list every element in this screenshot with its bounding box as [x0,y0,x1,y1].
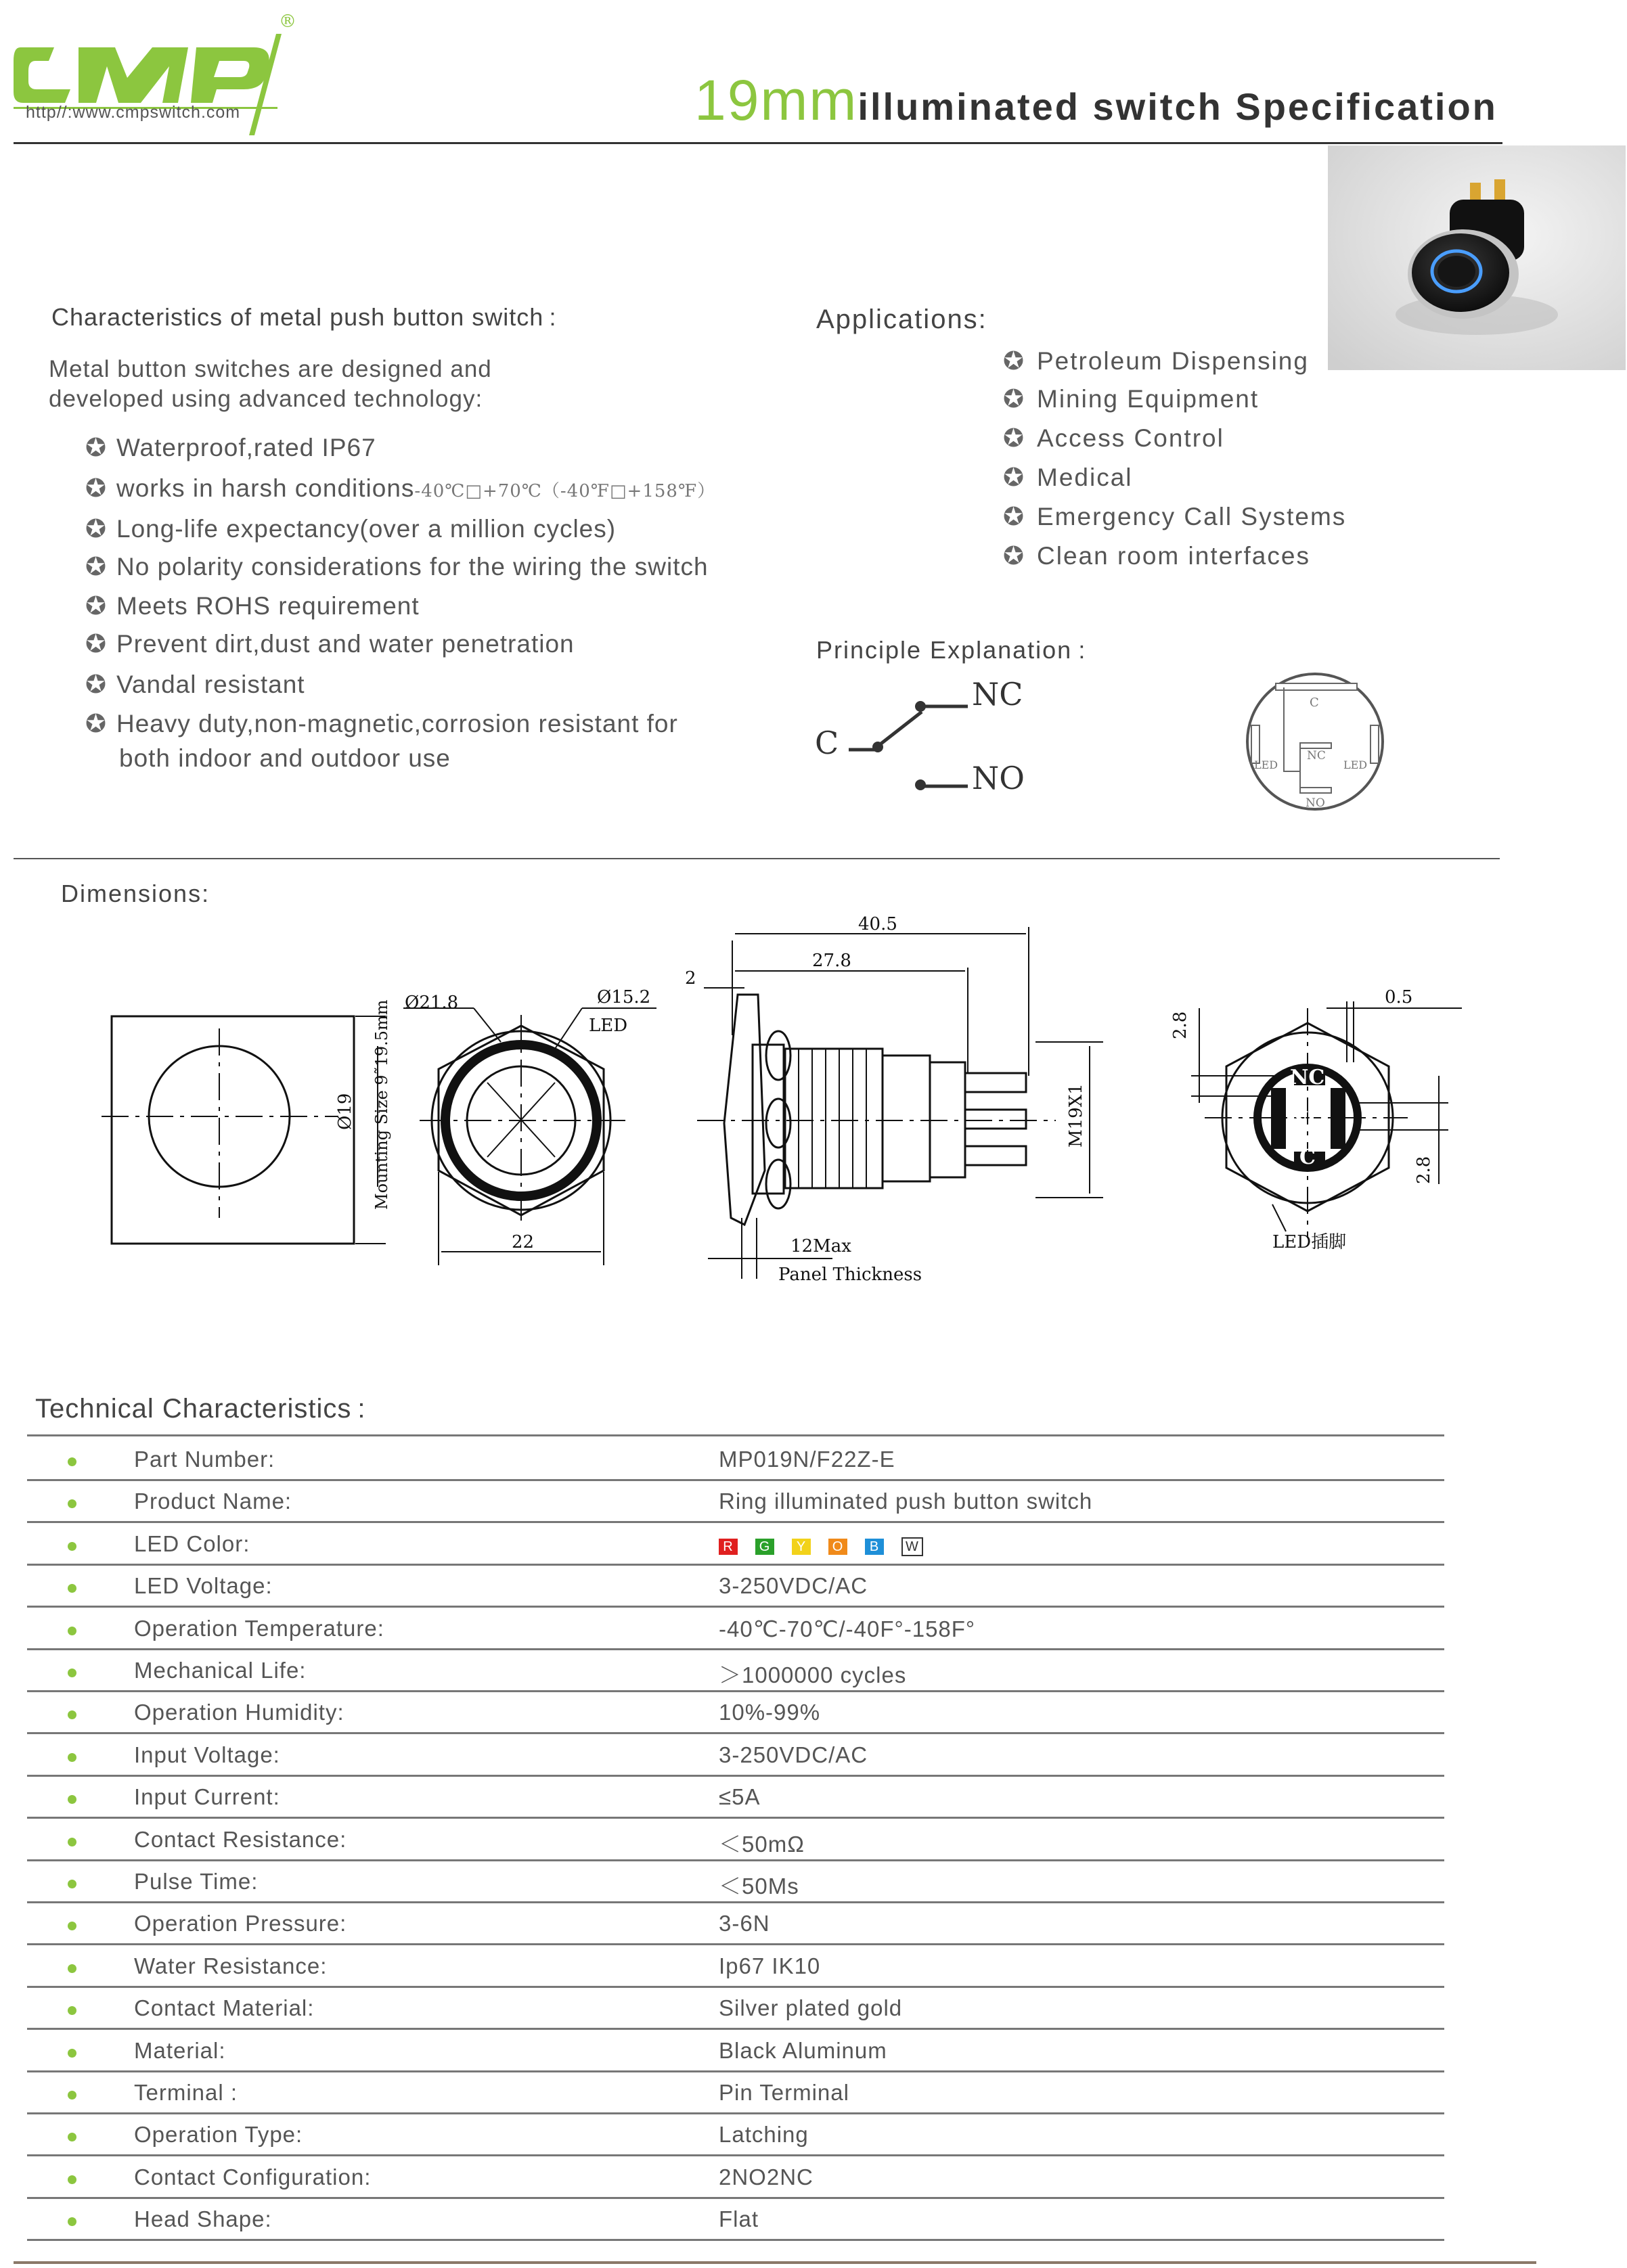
bullet-dot-icon [68,1795,76,1804]
dim-thread-m19: M19X1 [1066,1083,1086,1148]
registered-mark: ® [279,12,296,32]
star-circle-icon: ✪ [85,474,108,502]
star-circle-icon: ✪ [85,710,108,738]
feature-item: ✪ Vandal resistant [85,671,305,698]
table-row [27,2197,1444,2241]
table-row [27,1437,1444,1481]
pin-led-right-label: LED [1343,758,1368,771]
row-value: Ip67 IK10 [719,1953,821,1978]
table-row [27,1859,1444,1903]
tech-table-top-rule [27,1434,1444,1436]
header-divider [14,142,1502,144]
dim-length-405: 40.5 [858,914,897,934]
row-value: 3-250VDC/AC [719,1573,868,1599]
row-label: Operation Humidity: [134,1700,344,1725]
feature-item: ✪ No polarity considerations for the wiring the switch [85,553,709,581]
row-label: Mechanical Life: [134,1658,307,1683]
application-item: ✪ Emergency Call Systems [1003,503,1347,530]
row-label: Operation Pressure: [134,1911,347,1936]
led-color-chips [719,1533,941,1558]
dim-r05: 0.5 [1385,987,1413,1007]
schematic-nc-label: NC [972,676,1023,712]
star-circle-icon: ✪ [85,630,108,658]
feature-item: ✪ Waterproof,rated IP67 [85,434,376,461]
star-circle-icon: ✪ [1003,424,1026,452]
dim-r28-bottom: 2.8 [1414,1156,1434,1184]
row-label: Part Number: [134,1447,275,1472]
dim-d218: Ø21.8 [405,993,459,1013]
pin-led-left-label: LED [1254,758,1278,771]
star-circle-icon: ✪ [85,592,108,620]
dim-d19: Ø19 [335,1093,355,1130]
feature-item: ✪ works in harsh conditions-40℃□+70℃（-40℉□+158℉） [85,474,716,502]
row-value: ＞1000000 cycles [719,1662,907,1687]
row-value: Flat [719,2206,759,2232]
bullet-dot-icon [68,1627,76,1635]
led-color-chip: G [755,1539,774,1555]
star-circle-icon: ✪ [1003,463,1026,491]
row-label: Input Voltage: [134,1742,280,1767]
row-value: -40℃-70℃/-40F°-158F° [719,1616,976,1641]
row-value: Silver plated gold [719,1995,903,2021]
table-row [27,1817,1444,1861]
star-circle-icon: ✪ [85,553,108,581]
feature-item: ✪ Long-life expectancy(over a million cycles) [85,515,617,543]
dim-length-278: 27.8 [812,951,851,971]
dim-12max: 12Max [790,1236,851,1256]
star-circle-icon: ✪ [1003,347,1026,375]
row-label: Product Name: [134,1489,292,1514]
row-value: Latching [719,2122,809,2148]
led-color-chip: O [828,1539,847,1555]
row-label: Terminal : [134,2080,238,2105]
rear-nc-label: NC [1290,1066,1325,1089]
feature-item: ✪ Prevent dirt,dust and water penetration [85,630,575,658]
applications-heading: Applications: [816,304,987,334]
star-circle-icon: ✪ [1003,503,1026,530]
led-color-chip: R [719,1539,738,1555]
row-label: Input Current: [134,1784,280,1810]
characteristics-heading: Characteristics of metal push button switch : [51,303,557,331]
row-label: Operation Type: [134,2122,303,2148]
star-circle-icon: ✪ [85,515,108,543]
dim-d152: Ø15.2 [597,987,651,1007]
row-label: Water Resistance: [134,1953,328,1978]
row-value: 3-6N [719,1911,770,1936]
dim-led-pin: LED插脚 [1272,1232,1347,1252]
led-color-chip: W [901,1537,923,1556]
website-url: http//:www.cmpswitch.com [26,103,241,122]
feature-item: ✪ Heavy duty,non-magnetic,corrosion resistant for [85,710,678,738]
table-row [27,1479,1444,1523]
row-value: ＜50Ms [719,1874,799,1899]
table-row [27,2070,1444,2114]
switch-schematic [805,670,1103,812]
bullet-dot-icon [68,1457,76,1466]
rear-c-label: C [1299,1146,1316,1169]
dim-led: LED [589,1016,628,1036]
tech-heading: Technical Characteristics : [35,1394,366,1424]
row-label: LED Color: [134,1530,250,1556]
table-row [27,1901,1444,1945]
row-label: Pulse Time: [134,1869,259,1894]
table-row [27,2155,1444,2199]
bullet-dot-icon [68,1669,76,1677]
row-value: ＜50mΩ [719,1831,805,1857]
bullet-dot-icon [68,1542,76,1551]
table-row [27,1775,1444,1819]
table-row [27,1690,1444,1734]
intro-paragraph [49,355,492,414]
pin-nc-label: NC [1307,749,1326,763]
section-divider [14,858,1500,859]
table-row [27,2028,1444,2072]
bullet-dot-icon [68,2217,76,2226]
application-item: ✪ Mining Equipment [1003,385,1260,413]
row-value: Black Aluminum [719,2037,887,2063]
star-circle-icon: ✪ [1003,385,1026,413]
application-item: ✪ Access Control [1003,424,1224,452]
bullet-dot-icon [68,1838,76,1846]
table-row [27,1522,1444,1566]
schematic-no-label: NO [972,760,1025,796]
table-row [27,1733,1444,1777]
schematic-c-label: C [815,725,839,761]
intro-line: Metal button switches are designed and [49,356,492,382]
bullet-dot-icon [68,1880,76,1888]
dim-width-22: 22 [512,1232,535,1252]
row-value: MP019N/F22Z-E [719,1447,895,1472]
bullet-dot-icon [68,2049,76,2058]
bullet-dot-icon [68,1922,76,1930]
dimensions-heading: Dimensions: [61,880,210,907]
product-photo [1328,145,1626,370]
bullet-dot-icon [68,1964,76,1973]
row-label: Material: [134,2037,226,2063]
bullet-dot-icon [68,2091,76,2100]
row-label: Head Shape: [134,2206,272,2232]
pin-layout-diagram [1242,670,1391,812]
application-item: ✪ Medical [1003,463,1133,491]
title-size: 19mm [694,68,858,132]
row-value: Pin Terminal [719,2080,849,2105]
pin-c-label: C [1310,696,1319,710]
row-value: ≤5A [719,1784,761,1810]
dimension-drawings [0,900,1627,1306]
feature-item-continued: both indoor and outdoor use [119,744,451,772]
led-color-chip: B [865,1539,884,1555]
table-row [27,2112,1444,2156]
row-label: LED Voltage: [134,1573,273,1599]
application-item: ✪ Clean room interfaces [1003,542,1310,570]
table-row [27,1986,1444,2030]
row-label: Contact Material: [134,1995,315,2021]
row-label: Contact Resistance: [134,1826,347,1852]
pin-no-label: NO [1306,796,1325,810]
rear-no-label: NO [1290,1108,1327,1131]
table-row [27,1648,1444,1692]
dim-r28-top: 2.8 [1170,1011,1190,1039]
principle-heading: Principle Explanation : [816,636,1087,664]
star-circle-icon: ✪ [1003,542,1026,570]
footer-rule [14,2261,1536,2264]
application-item: ✪ Petroleum Dispensing [1003,347,1309,375]
bullet-dot-icon [68,1499,76,1508]
dim-panel-thickness: Panel Thickness [778,1265,922,1285]
star-circle-icon: ✪ [85,671,108,698]
bullet-dot-icon [68,2133,76,2141]
table-row [27,1606,1444,1650]
table-row [27,1564,1444,1608]
row-value: 3-250VDC/AC [719,1742,868,1767]
row-value: Ring illuminated push button switch [719,1489,1093,1514]
bullet-dot-icon [68,1753,76,1762]
led-color-chip: Y [792,1539,811,1555]
bullet-dot-icon [68,1710,76,1719]
bullet-dot-icon [68,2175,76,2184]
feature-item: ✪ Meets ROHS requirement [85,592,420,620]
table-row [27,1944,1444,1988]
dim-mount-size: Mounting Size 9˜19.5mm [372,999,391,1210]
row-value: 10%-99% [719,1700,821,1725]
row-label: Contact Configuration: [134,2164,372,2190]
intro-line: developed using advanced technology: [49,386,483,412]
bullet-dot-icon [68,1584,76,1593]
star-circle-icon: ✪ [85,434,108,461]
title-text: illuminated switch Specification [857,85,1498,128]
temperature-note: -40℃□+70℃（-40℉□+158℉） [414,481,716,501]
row-value: 2NO2NC [719,2164,814,2190]
dim-thickness-2: 2 [685,968,696,989]
page-title [694,68,1498,133]
row-label: Operation Temperature: [134,1615,384,1641]
bullet-dot-icon [68,2006,76,2015]
